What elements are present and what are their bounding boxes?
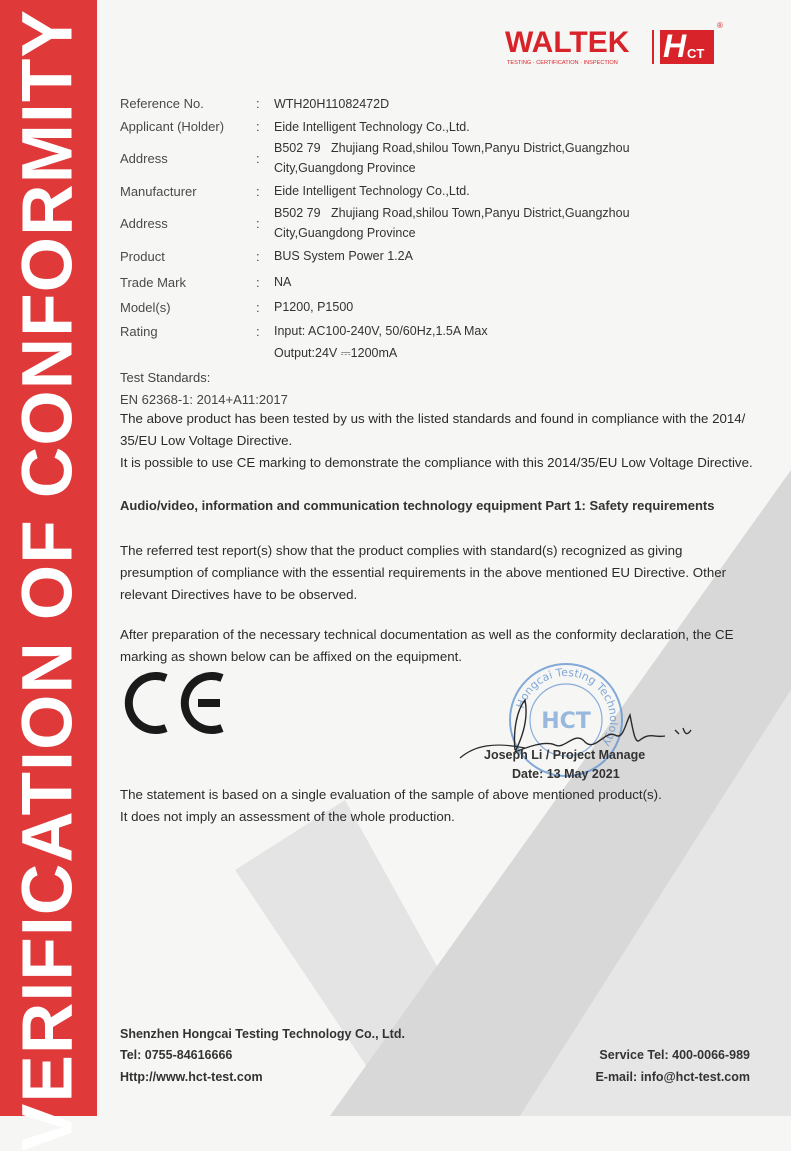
address2-label: Address bbox=[120, 216, 168, 231]
footer-service-tel: Service Tel: 400-0066-989 bbox=[599, 1048, 750, 1062]
stamp-ring-text: Hongcai Testing Technology bbox=[513, 665, 621, 749]
rating-label: Rating bbox=[120, 324, 158, 339]
applicant-label: Applicant (Holder) bbox=[120, 119, 225, 134]
manufacturer-label: Manufacturer bbox=[120, 184, 197, 199]
logo-separator bbox=[652, 30, 654, 64]
address1-line2: City,Guangdong Province bbox=[274, 161, 416, 175]
side-title: VERIFICATION OF CONFORMITY bbox=[8, 8, 88, 1151]
stamp-center-text: HCT bbox=[541, 709, 591, 734]
standards-list: EN 62368-1: 2014+A11:2017 bbox=[120, 392, 288, 407]
models-value: P1200, P1500 bbox=[274, 300, 354, 314]
colon: : bbox=[256, 184, 260, 199]
colon: : bbox=[256, 151, 260, 166]
rating-input: Input: AC100-240V, 50/60Hz,1.5A Max bbox=[274, 324, 488, 338]
standard-title: Audio/video, information and communication technology equipment Part 1: Safety requirements bbox=[120, 498, 715, 513]
colon: : bbox=[256, 300, 260, 315]
footer-website: Http://www.hct-test.com bbox=[120, 1070, 263, 1084]
trademark-value: NA bbox=[274, 275, 292, 289]
colon: : bbox=[256, 119, 260, 134]
paragraph-3-line-1: After preparation of the necessary technical documentation as well as the conformity declaration, the CE bbox=[120, 627, 734, 642]
footer-company: Shenzhen Hongcai Testing Technology Co., Ltd. bbox=[120, 1027, 405, 1041]
paragraph-1-line-2: 35/EU Low Voltage Directive. bbox=[120, 433, 293, 448]
company-logo bbox=[505, 21, 727, 75]
address1-line1: B502 79 Zhujiang Road,shilou Town,Panyu District,Guangzhou bbox=[274, 141, 630, 155]
product-value: BUS System Power 1.2A bbox=[274, 249, 413, 263]
address2-line1: B502 79 Zhujiang Road,shilou Town,Panyu District,Guangzhou bbox=[274, 206, 630, 220]
product-label: Product bbox=[120, 249, 165, 264]
paragraph-2-line-2: presumption of compliance with the essential requirements in the above mentioned EU Directive. Other bbox=[120, 565, 727, 580]
address2-line2: City,Guangdong Province bbox=[274, 226, 416, 240]
logo-tagline: TESTING · CERTIFICATION · INSPECTION bbox=[507, 60, 618, 66]
logo-hct-ct: CT bbox=[687, 46, 705, 61]
logo-hct-h: H bbox=[663, 28, 687, 64]
paragraph-2-line-1: The referred test report(s) show that the product complies with standard(s) recognized as giving bbox=[120, 543, 683, 558]
footer-email: E-mail: info@hct-test.com bbox=[595, 1070, 750, 1084]
applicant-value: Eide Intelligent Technology Co.,Ltd. bbox=[274, 120, 470, 134]
colon: : bbox=[256, 324, 260, 339]
paragraph-3-line-2: marking as shown below can be affixed on the equipment. bbox=[120, 649, 462, 664]
reference-label: Reference No. bbox=[120, 96, 204, 111]
logo-waltek: WALTEK bbox=[505, 26, 630, 59]
logo-registered: ® bbox=[717, 21, 723, 30]
standards-heading: Test Standards: bbox=[120, 370, 211, 385]
manufacturer-value: Eide Intelligent Technology Co.,Ltd. bbox=[274, 184, 470, 198]
models-label: Model(s) bbox=[120, 300, 171, 315]
footer-tel: Tel: 0755-84616666 bbox=[120, 1048, 233, 1062]
colon: : bbox=[256, 216, 260, 231]
paragraph-1-line-1: The above product has been tested by us with the listed standards and found in compliance with the 2014/ bbox=[120, 411, 746, 426]
paragraph-1-line-3: It is possible to use CE marking to demonstrate the compliance with this 2014/35/EU Low Voltage Directive. bbox=[120, 455, 753, 470]
paragraph-4-line-1: The statement is based on a single evaluation of the sample of above mentioned product(s). bbox=[120, 787, 662, 802]
trademark-label: Trade Mark bbox=[120, 275, 186, 290]
colon: : bbox=[256, 249, 260, 264]
reference-value: WTH20H11082472D bbox=[274, 97, 390, 111]
address1-label: Address bbox=[120, 151, 168, 166]
signature-date: Date: 13 May 2021 bbox=[512, 767, 620, 781]
ce-mark-icon bbox=[118, 672, 228, 734]
logo-hct bbox=[660, 30, 714, 64]
signatory-name: Joseph Li / Project Manage bbox=[484, 748, 646, 762]
colon: : bbox=[256, 96, 260, 111]
colon: : bbox=[256, 275, 260, 290]
rating-output: Output:24V ⎓1200mA bbox=[274, 346, 398, 360]
paragraph-4-line-2: It does not imply an assessment of the whole production. bbox=[120, 809, 455, 824]
paragraph-2-line-3: relevant Directives have to be observed. bbox=[120, 587, 358, 602]
